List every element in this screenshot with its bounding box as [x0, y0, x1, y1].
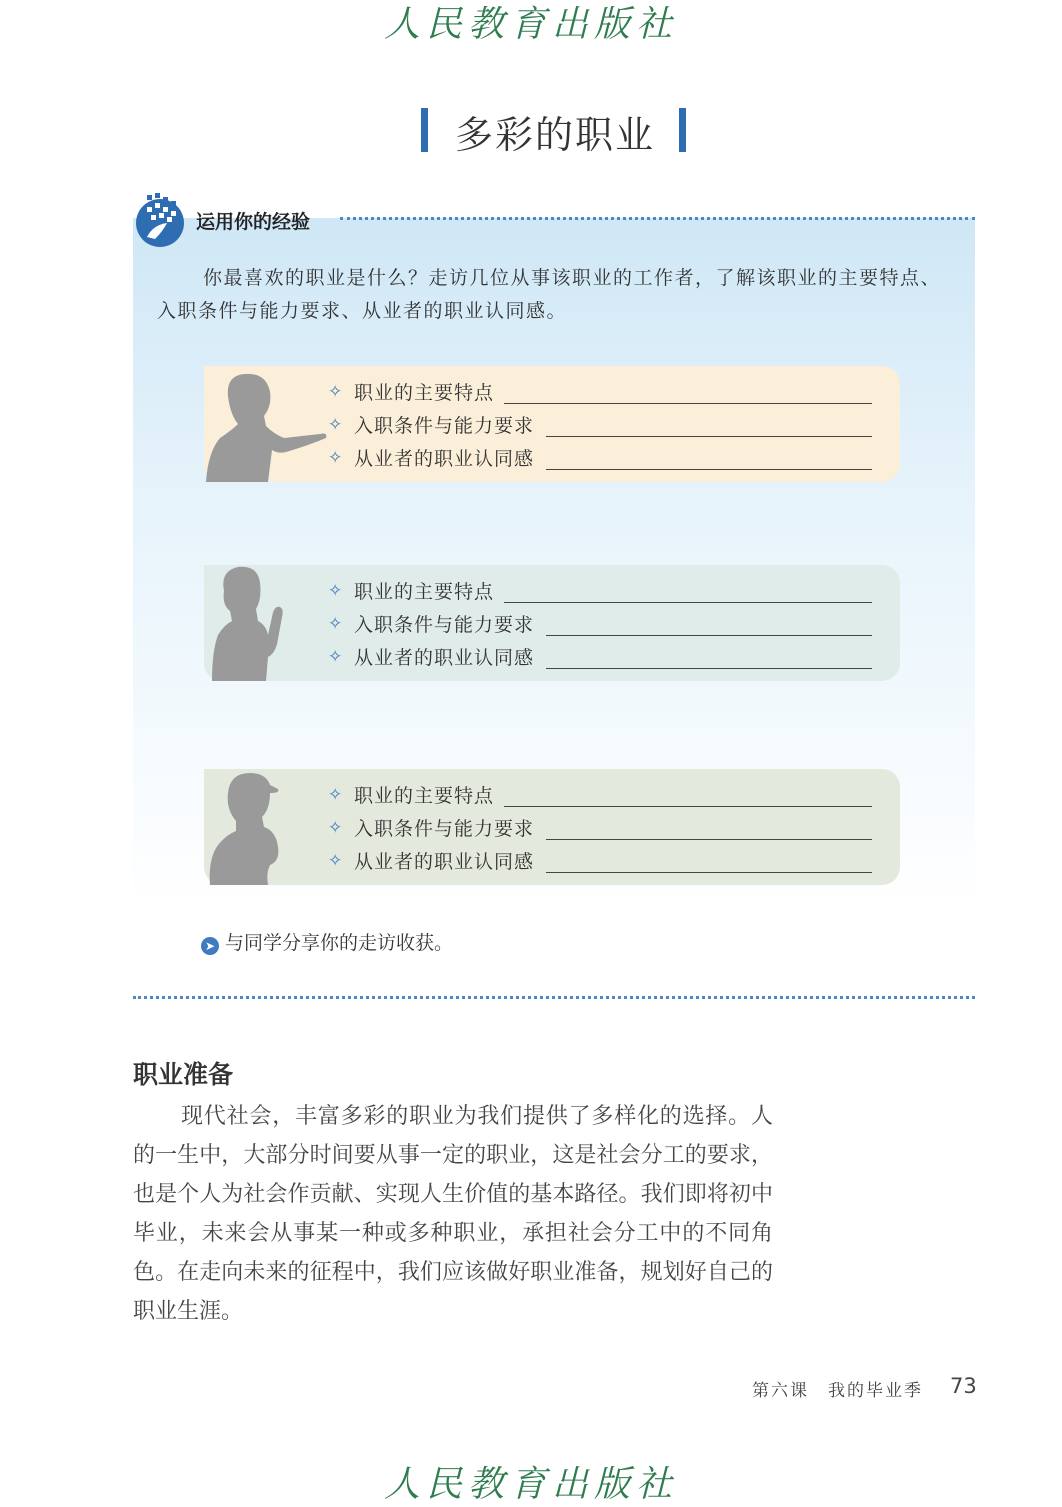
card-1-row-3	[328, 444, 872, 472]
diamond-bullet-icon: ✧	[328, 785, 343, 805]
card-3-label-2: 入职条件与能力要求	[354, 818, 535, 840]
card-3-label-3: 从业者的职业认同感	[354, 851, 535, 873]
card-1-answer-line-3[interactable]	[546, 469, 872, 470]
interview-card-2	[204, 565, 900, 681]
experience-bottom-divider	[133, 996, 975, 999]
card-2-row-3	[328, 643, 872, 671]
career-prep-heading: 职业准备	[133, 1060, 234, 1089]
card-3-answer-line-3[interactable]	[546, 872, 872, 873]
card-2-label-1: 职业的主要特点	[354, 581, 495, 603]
card-2-label-2: 入职条件与能力要求	[354, 614, 535, 636]
experience-heading: 运用你的经验	[196, 211, 311, 233]
career-prep-paragraph: 现代社会，丰富多彩的职业为我们提供了多样化的选择。人的一生中，大部分时间要从事一定的职业，这是社会分工的要求，也是个人为社会作贡献、实现人生价值的基本路径。我们即将初中毕业，未来会从事某一种或多种职业，承担社会分工中的不同角色。在走向未来的征程中，我们应该做好职业准备，规划好自己的职业生涯。	[133, 1104, 773, 1324]
page-title: 多彩的职业	[454, 113, 655, 157]
share-prompt	[201, 928, 453, 955]
interview-card-3	[204, 769, 900, 885]
publisher-watermark-top: 人民教育出版社	[383, 4, 678, 45]
publisher-watermark-bottom: 人民教育出版社	[383, 1464, 678, 1505]
card-2-answer-line-1[interactable]	[504, 602, 872, 603]
arrow-bullet-icon: ➤	[201, 937, 219, 955]
diamond-bullet-icon: ✧	[328, 415, 343, 435]
share-text: 与同学分享你的走访收获。	[225, 932, 454, 954]
interview-card-1	[204, 366, 900, 482]
card-2-label-3: 从业者的职业认同感	[354, 647, 535, 669]
card-2-row-2	[328, 610, 872, 638]
card-1-label-1: 职业的主要特点	[354, 382, 495, 404]
card-3-row-2	[328, 814, 872, 842]
card-2-answer-line-2[interactable]	[546, 635, 872, 636]
page-number: 73	[950, 1374, 977, 1398]
card-2-answer-line-3[interactable]	[546, 668, 872, 669]
card-3-label-1: 职业的主要特点	[354, 785, 495, 807]
diamond-bullet-icon: ✧	[328, 818, 343, 838]
experience-top-divider	[340, 217, 975, 220]
diamond-bullet-icon: ✧	[328, 581, 343, 601]
lesson-footer: 第六课 我的毕业季	[752, 1381, 923, 1401]
card-1-row-2	[328, 411, 872, 439]
man-pointing-silhouette-icon	[204, 366, 334, 482]
diamond-bullet-icon: ✧	[328, 647, 343, 667]
title-right-bar	[679, 108, 686, 152]
diamond-bullet-icon: ✧	[328, 614, 343, 634]
experience-icon	[133, 193, 187, 247]
card-1-label-3: 从业者的职业认同感	[354, 448, 535, 470]
card-1-row-1	[328, 378, 872, 406]
card-1-answer-line-1[interactable]	[504, 403, 872, 404]
experience-intro: 你最喜欢的职业是什么？走访几位从事该职业的工作者，了解该职业的主要特点、入职条件与能力要求、从业者的职业认同感。	[157, 267, 942, 322]
title-left-bar	[421, 108, 428, 152]
diamond-bullet-icon: ✧	[328, 851, 343, 871]
diamond-bullet-icon: ✧	[328, 448, 343, 468]
card-1-answer-line-2[interactable]	[546, 436, 872, 437]
card-3-row-1	[328, 781, 872, 809]
card-2-row-1	[328, 577, 872, 605]
page-title-block	[0, 102, 1062, 158]
card-3-answer-line-2[interactable]	[546, 839, 872, 840]
card-1-label-2: 入职条件与能力要求	[354, 415, 535, 437]
boy-in-cap-thinking-silhouette-icon	[204, 769, 334, 885]
woman-raising-finger-silhouette-icon	[204, 565, 334, 681]
card-3-row-3	[328, 847, 872, 875]
diamond-bullet-icon: ✧	[328, 382, 343, 402]
card-3-answer-line-1[interactable]	[504, 806, 872, 807]
